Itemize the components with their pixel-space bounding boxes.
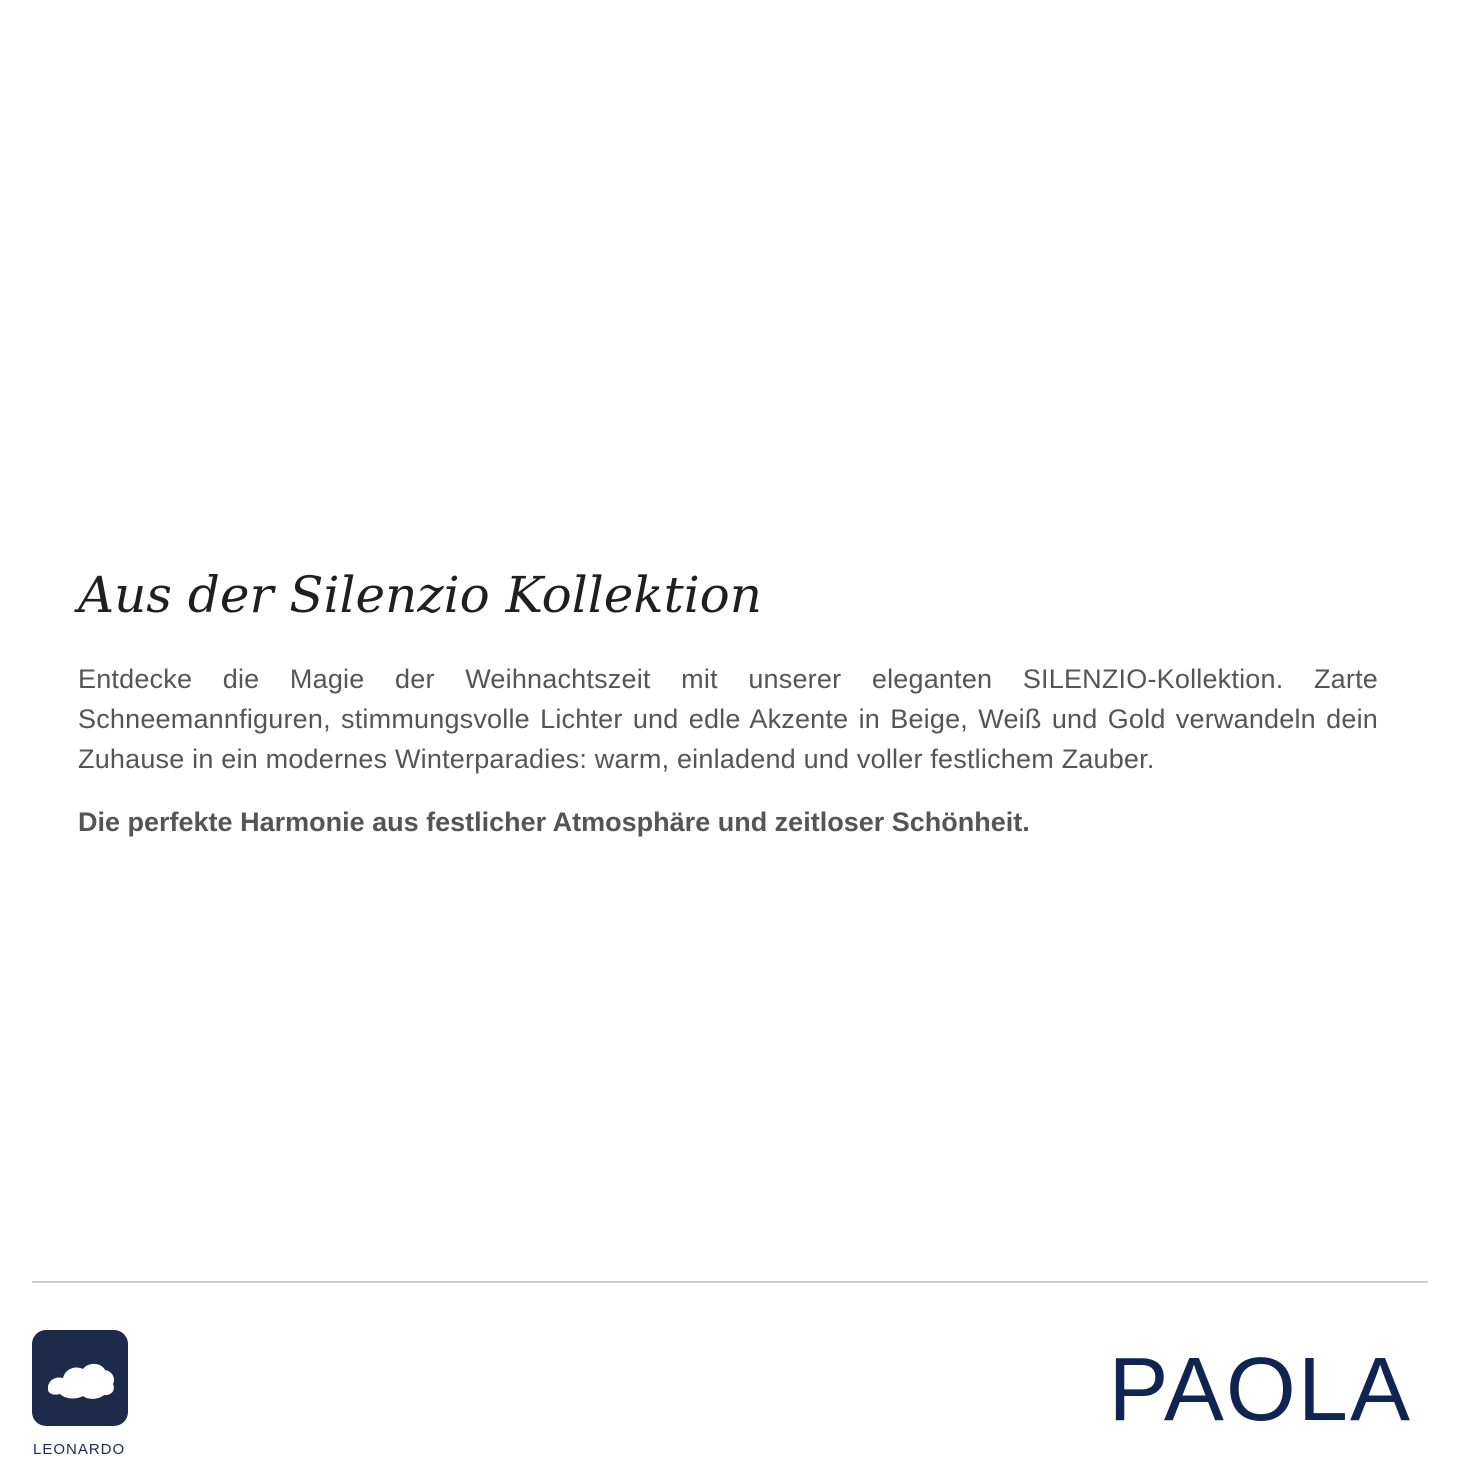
headline-script xyxy=(78,540,762,640)
leonardo-logo xyxy=(32,1330,128,1426)
leonardo-wordmark: LEONARDO xyxy=(33,1441,126,1458)
tagline: Die perfekte Harmonie aus festlicher Atmosphäre und zeitloser Schönheit. xyxy=(78,807,1030,837)
headline-text: Aus der Silenzio Kollektion xyxy=(78,566,762,624)
footer-divider xyxy=(32,1281,1428,1283)
cloud-icon xyxy=(32,1330,128,1426)
description-paragraph: Entdecke die Magie der Weihnachtszeit mit unserer eleganten SILENZIO-Kollektion. Zarte Schneemannfiguren, stimmungsvolle Lichter und edle Akzente in Beige, Weiß und Gold verwandeln dein Zuhause in ein modernes Winterparadies: warm, einladend und voller festlichem Zauber. xyxy=(78,664,1378,774)
headline xyxy=(78,540,762,640)
paola-wordmark: PAOLA xyxy=(1108,1340,1412,1440)
body-copy xyxy=(78,659,1378,842)
